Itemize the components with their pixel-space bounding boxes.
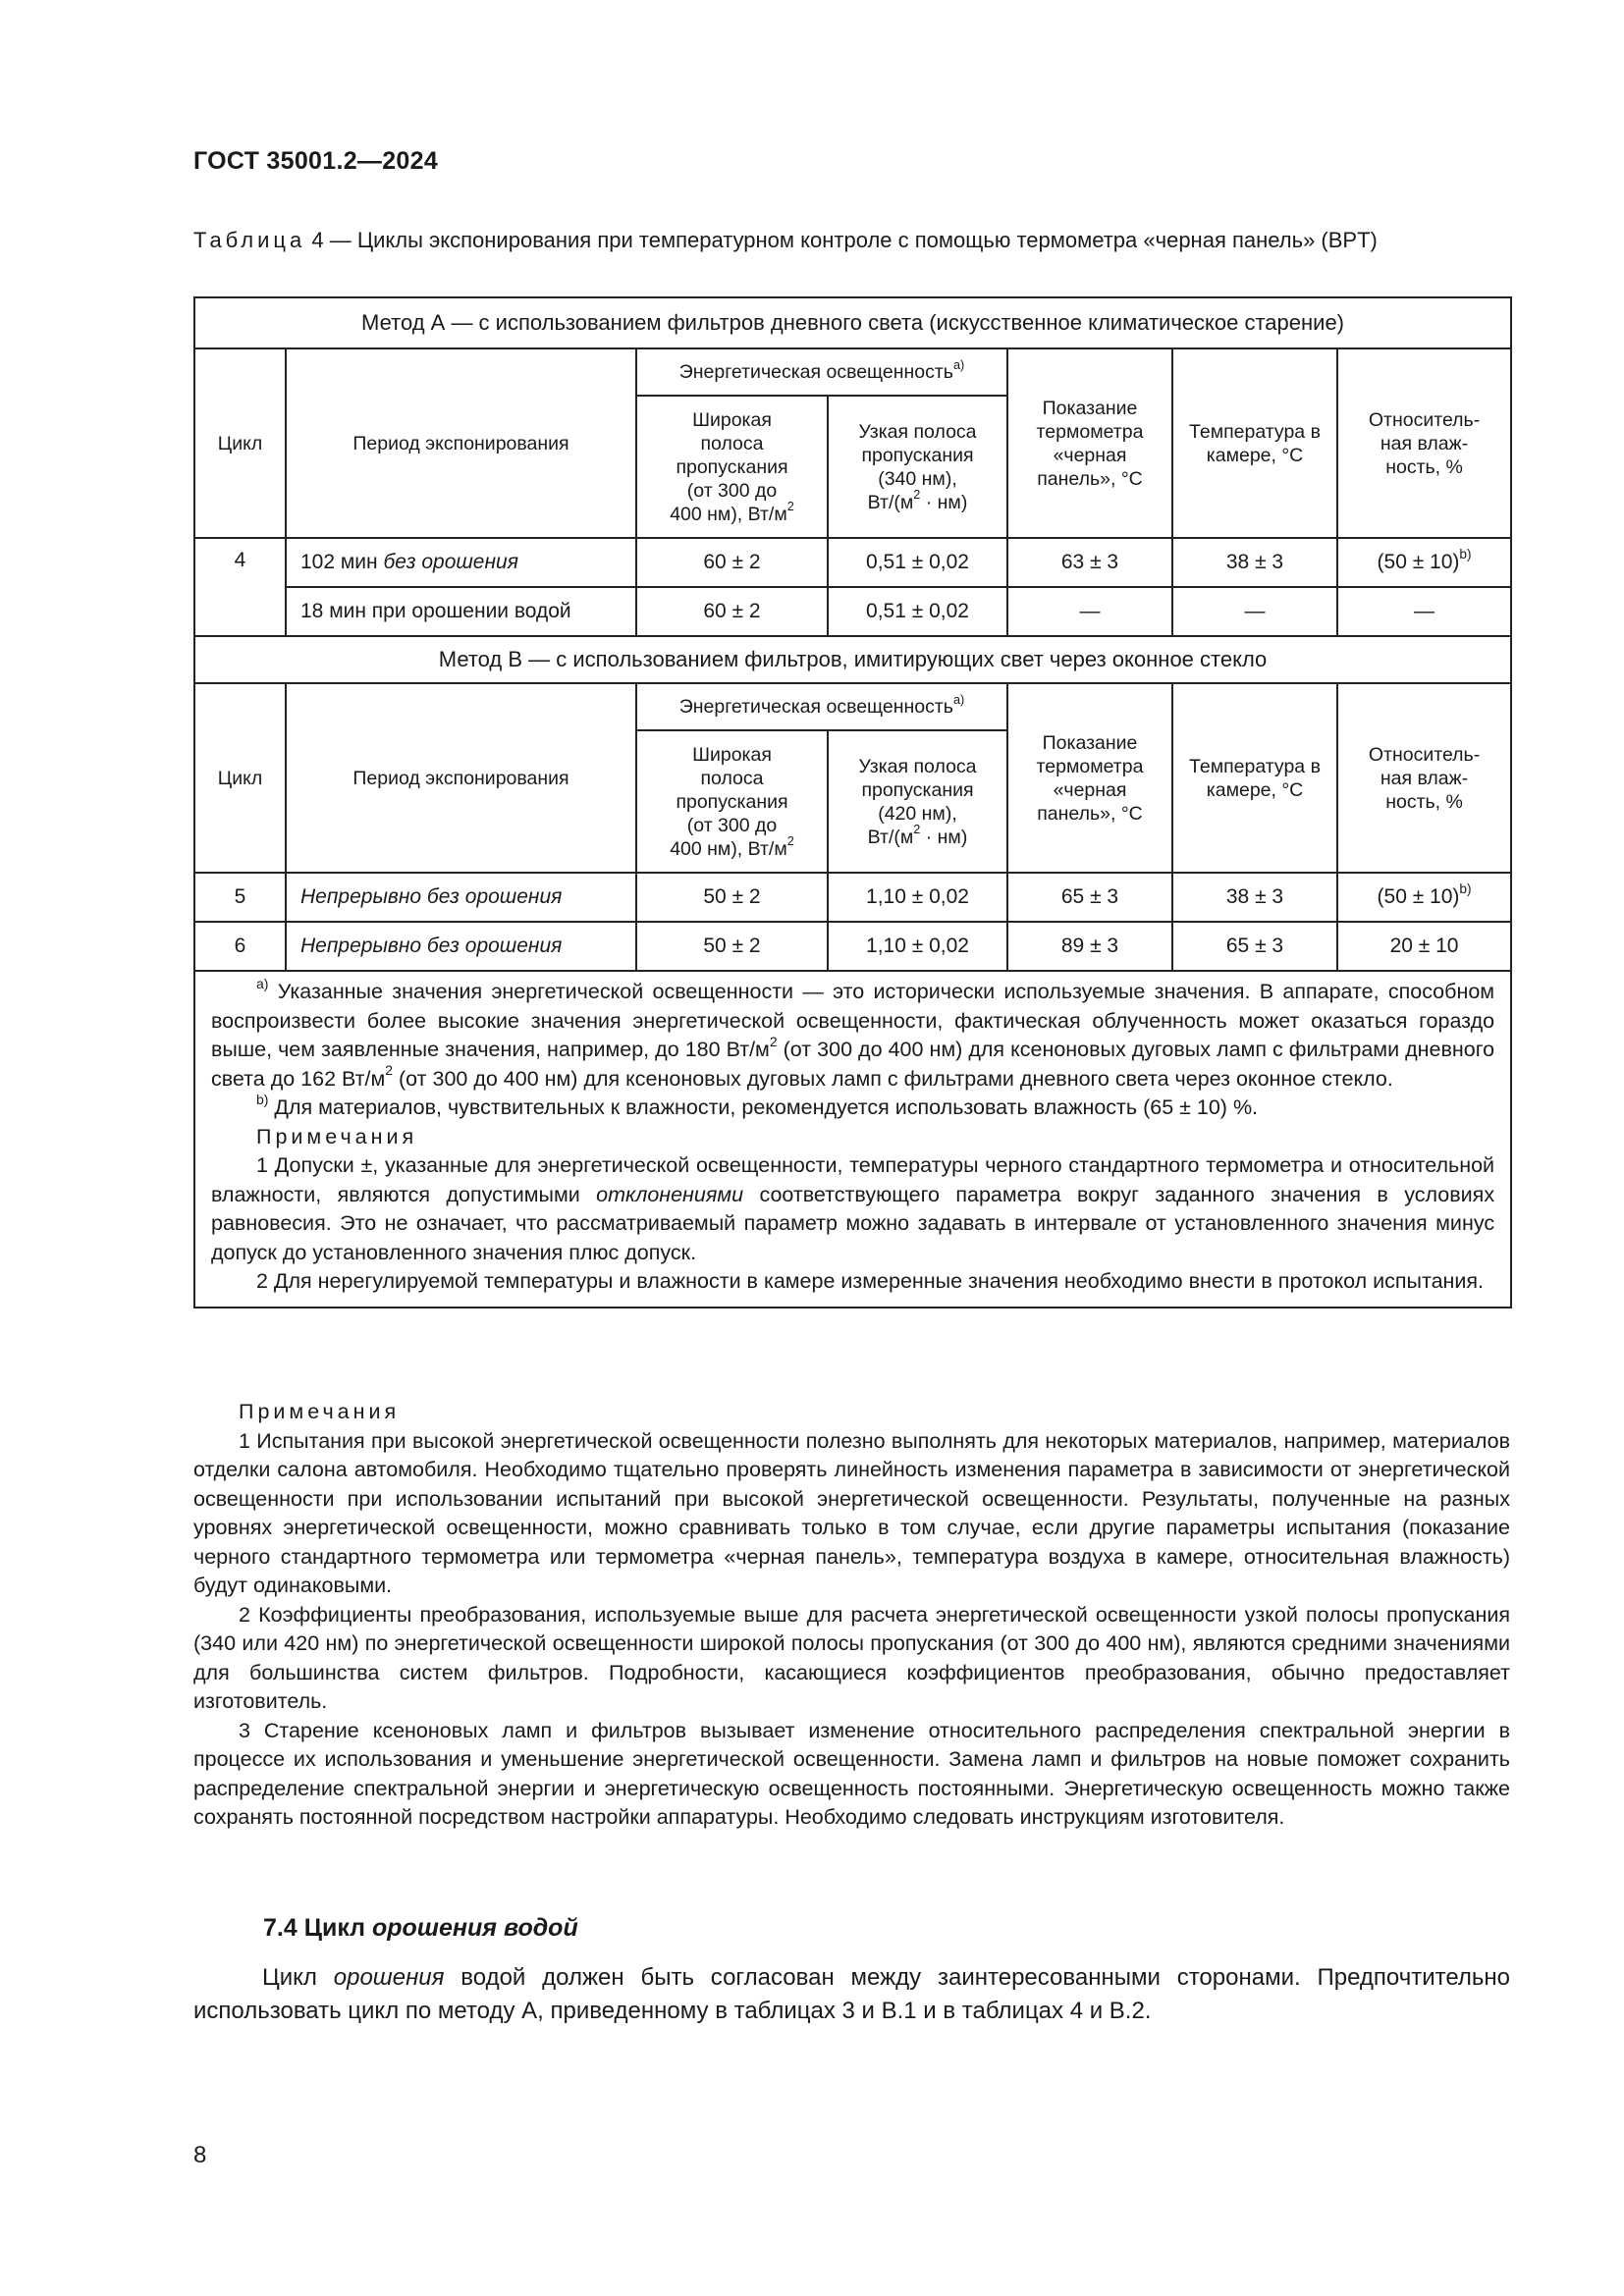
narrowband-line-2: пропускания xyxy=(861,778,974,801)
cycle-cell: 6 xyxy=(194,922,286,971)
humidity-line-3: ность, % xyxy=(1385,790,1463,813)
col-bpt-header: Показание термометра «черная панель», °С xyxy=(1007,683,1172,873)
footnote-a-sup-2: 2 xyxy=(385,1062,394,1079)
narrowband-line-4a: Вт/(м xyxy=(867,826,914,848)
humidity-line-1: Относитель- xyxy=(1368,408,1481,431)
general-notes-title: Примечания xyxy=(239,1400,401,1423)
bpt-cell: 89 ± 3 xyxy=(1007,922,1172,971)
col-period-header: Период экспонирования xyxy=(286,348,636,538)
broadband-cell: 50 ± 2 xyxy=(636,922,828,971)
humidity-cell: 20 ± 10 xyxy=(1337,922,1511,971)
footnote-a xyxy=(211,975,1495,1094)
narrowband-line-4a: Вт/(м xyxy=(867,491,914,513)
general-note-3: 3 Старение ксеноновых ламп и фильтров вызывает изменение относительного распределения спектральной энергии в процессе их использования и уменьшение энергетической освещенности. Замена ламп и фильтров на новые поможет сохранить распределение спектральной энергии и энергетическую освещенность постоянными. Энергетическую освещенность можно также сохранять постоянной посредством настройки аппаратуры. Необходимо следовать инструкциям изготовителя. xyxy=(193,1718,1510,1829)
section-title-italic: орошения водой xyxy=(371,1914,578,1942)
cycle-cell: 4 xyxy=(194,538,286,636)
col-cycle-header: Цикл xyxy=(194,348,286,538)
table-row xyxy=(194,538,1511,587)
chamber-cell: 38 ± 3 xyxy=(1172,873,1337,922)
chamber-cell: — xyxy=(1172,587,1337,636)
col-chamber-header: Температура в камере, °С xyxy=(1172,348,1337,538)
general-note-1: 1 Испытания при высокой энергетической освещенности полезно выполнять для некоторых материалов, например, материалов отделки салона автомобиля. Необходимо тщательно проверять линейность изменения параметра в зависимости от энергетической освещенности при использовании испытаний при высокой энергетической освещенности. Результаты, полученные на разных уровнях энергетической освещенности, можно сравнивать только в том случае, если другие параметры испытания (показание черного стандартного термометра или термометра «черная панель», температура воздуха в камере, относительная влажность) будут одинаковыми. xyxy=(193,1428,1510,1597)
narrowband-line-1: Узкая полоса xyxy=(858,420,977,443)
broadband-cell: 60 ± 2 xyxy=(636,587,828,636)
narrowband-cell: 1,10 ± 0,02 xyxy=(828,922,1007,971)
footnote-a-text-2: (от 300 до 400 нм) для ксеноновых дуговых ламп с фильтрами дневного света до 162 Вт/м xyxy=(211,1038,1495,1091)
table-caption-label: Таблица xyxy=(193,228,306,252)
period-cell: Непрерывно без орошения xyxy=(286,922,636,971)
broadband-cell: 60 ± 2 xyxy=(636,538,828,587)
broadband-unit-sup: 2 xyxy=(786,500,794,514)
col-irradiance-header xyxy=(636,683,1007,730)
narrowband-cell: 0,51 ± 0,02 xyxy=(828,538,1007,587)
bpt-cell: — xyxy=(1007,587,1172,636)
broadband-line-5: 400 нм), Вт/м xyxy=(670,837,787,860)
period-cell xyxy=(286,538,636,587)
broadband-line-4: (от 300 до xyxy=(686,479,778,502)
narrowband-unit-sup: 2 xyxy=(913,488,921,503)
col-bpt-header: Показание термометра «черная панель», °С xyxy=(1007,348,1172,538)
exposure-cycles-table xyxy=(193,296,1512,1308)
narrowband-line-3: (340 нм), xyxy=(878,467,957,490)
chamber-cell: 65 ± 3 xyxy=(1172,922,1337,971)
humidity-cell xyxy=(1337,873,1511,922)
table-note-1-italic: отклонениями xyxy=(596,1182,744,1206)
section-title-text: 7.4 Цикл xyxy=(263,1914,372,1942)
section-paragraph xyxy=(193,1961,1510,2028)
method-a-title-row xyxy=(194,297,1511,348)
col-narrowband-header xyxy=(828,396,1007,538)
humidity-cell xyxy=(1337,538,1511,587)
broadband-unit-sup: 2 xyxy=(786,834,794,849)
humidity-value: (50 ± 10) xyxy=(1377,885,1460,908)
footnote-b xyxy=(211,1091,1494,1123)
broadband-line-1: Широкая xyxy=(692,408,772,431)
method-b-title-row xyxy=(194,636,1511,683)
section-text-b: водой должен быть согласован между заинтересованными сторонами. Предпочтительно использовать цикл по методу А, приведенному в таблицах 3 и В.1 и в таблицах 4 и В.2. xyxy=(193,1964,1510,2024)
humidity-line-1: Относитель- xyxy=(1368,743,1481,766)
narrowband-line-4b: · нм) xyxy=(920,491,968,513)
bpt-cell: 65 ± 3 xyxy=(1007,873,1172,922)
footnote-a-sup-1: 2 xyxy=(769,1033,778,1049)
broadband-line-1: Широкая xyxy=(692,743,772,766)
footnote-b-mark: b) xyxy=(256,1091,269,1107)
method-b-header-row-1 xyxy=(194,683,1511,730)
col-period-header: Период экспонирования xyxy=(286,683,636,873)
general-notes xyxy=(193,1398,1510,1833)
broadband-line-4: (от 300 до xyxy=(686,814,778,836)
broadband-line-5: 400 нм), Вт/м xyxy=(670,503,787,525)
table-note-2: 2 Для нерегулируемой температуры и влажности в камере измеренные значения необходимо внести в протокол испытания. xyxy=(256,1269,1485,1293)
narrowband-line-4b: · нм) xyxy=(920,826,968,848)
broadband-line-2: полоса xyxy=(700,432,764,454)
method-a-header-row-1 xyxy=(194,348,1511,396)
general-note-2: 2 Коэффициенты преобразования, используемые выше для расчета энергетической освещенности узкой полосы пропускания (340 или 420 нм) по энергетической освещенности широкой полосы пропускания (от 300 до 400 нм), являются средними значениями для большинства систем фильтров. Подробности, касающиеся коэффициентов преобразования, обычно предоставляет изготовитель. xyxy=(193,1602,1510,1713)
footnote-a-ref: a) xyxy=(952,357,965,372)
narrowband-line-2: пропускания xyxy=(861,444,974,466)
cycle-cell: 5 xyxy=(194,873,286,922)
col-broadband-header xyxy=(636,396,828,538)
section-title xyxy=(263,1914,578,1943)
table-row xyxy=(194,873,1511,922)
table-note-1-text-a: 1 Допуски ±, указанные для энергетической освещенности, температуры черного стандартного термометра и относительной влажности, являются допустимыми xyxy=(211,1153,1495,1206)
section-text-a: Цикл xyxy=(262,1964,334,1991)
table-row xyxy=(194,587,1511,636)
footnote-a-mark: a) xyxy=(256,975,269,991)
footnote-b-text: Для материалов, чувствительных к влажности, рекомендуется использовать влажность (65 ± 10) %. xyxy=(268,1095,1259,1119)
humidity-value: (50 ± 10) xyxy=(1377,551,1460,573)
section-body xyxy=(193,1961,1510,2028)
section-text-italic: орошения xyxy=(333,1964,445,1991)
period-text-italic: без орошения xyxy=(383,551,518,573)
bpt-cell: 63 ± 3 xyxy=(1007,538,1172,587)
narrowband-line-3: (420 нм), xyxy=(878,802,957,825)
broadband-line-3: пропускания xyxy=(676,455,788,478)
humidity-line-2: ная влаж- xyxy=(1380,767,1469,789)
broadband-cell: 50 ± 2 xyxy=(636,873,828,922)
footnote-a-ref: a) xyxy=(952,692,965,707)
footnote-a-text-1: Указанные значения энергетической освещенности — это исторически используемые значения. В аппарате, способном воспроизвести более высокие значения энергетической освещенности, фактическая облученность может оказаться гораздо выше, чем заявленные значения, например, до 180 Вт/м xyxy=(211,980,1495,1061)
broadband-line-2: полоса xyxy=(700,767,764,789)
footnote-b-ref: b) xyxy=(1459,881,1472,896)
period-cell: Непрерывно без орошения xyxy=(286,873,636,922)
table-footnotes xyxy=(194,971,1511,1308)
irradiance-label: Энергетическая освещенность xyxy=(678,696,953,718)
col-irradiance-header xyxy=(636,348,1007,396)
document-header: ГОСТ 35001.2—2024 xyxy=(193,147,439,175)
col-humidity-header xyxy=(1337,683,1511,873)
col-broadband-header xyxy=(636,730,828,873)
method-a-title: Метод А — с использованием фильтров дневного света (искусственное климатическое старение) xyxy=(194,297,1511,348)
table-caption-text: 4 — Циклы экспонирования при температурном контроле с помощью термометра «черная панель» (BPT) xyxy=(305,228,1378,252)
humidity-line-3: ность, % xyxy=(1385,455,1463,478)
humidity-cell: — xyxy=(1337,587,1511,636)
footnotes-row xyxy=(194,971,1511,1308)
narrowband-cell: 0,51 ± 0,02 xyxy=(828,587,1007,636)
period-cell: 18 мин при орошении водой xyxy=(286,587,636,636)
narrowband-cell: 1,10 ± 0,02 xyxy=(828,873,1007,922)
irradiance-label: Энергетическая освещенность xyxy=(678,361,953,383)
col-narrowband-header xyxy=(828,730,1007,873)
col-humidity-header xyxy=(1337,348,1511,538)
narrowband-line-1: Узкая полоса xyxy=(858,755,977,777)
table-caption xyxy=(193,226,1509,255)
col-cycle-header: Цикл xyxy=(194,683,286,873)
footnote-b-ref: b) xyxy=(1459,546,1472,561)
page-number: 8 xyxy=(193,2142,207,2168)
table-notes-title: Примечания xyxy=(256,1124,418,1148)
col-chamber-header: Температура в камере, °С xyxy=(1172,683,1337,873)
chamber-cell: 38 ± 3 xyxy=(1172,538,1337,587)
table-row xyxy=(194,922,1511,971)
narrowband-unit-sup: 2 xyxy=(913,823,921,837)
table-note-1-text-b: соответствующего параметра вокруг заданного значения в условиях равновесия. Это не означает, что рассматриваемый параметр можно задавать в интервале от установленного значения минус допуск до установленного значения плюс допуск. xyxy=(211,1182,1495,1264)
humidity-line-2: ная влаж- xyxy=(1380,432,1469,454)
footnote-a-text-3: (от 300 до 400 нм) для ксеноновых дуговых ламп с фильтрами дневного света через оконное стекло. xyxy=(393,1066,1393,1091)
broadband-line-3: пропускания xyxy=(676,790,788,813)
table-note-1 xyxy=(211,1151,1494,1267)
period-text: 102 мин xyxy=(300,551,384,573)
method-b-title: Метод В — с использованием фильтров, имитирующих свет через оконное стекло xyxy=(194,636,1511,683)
